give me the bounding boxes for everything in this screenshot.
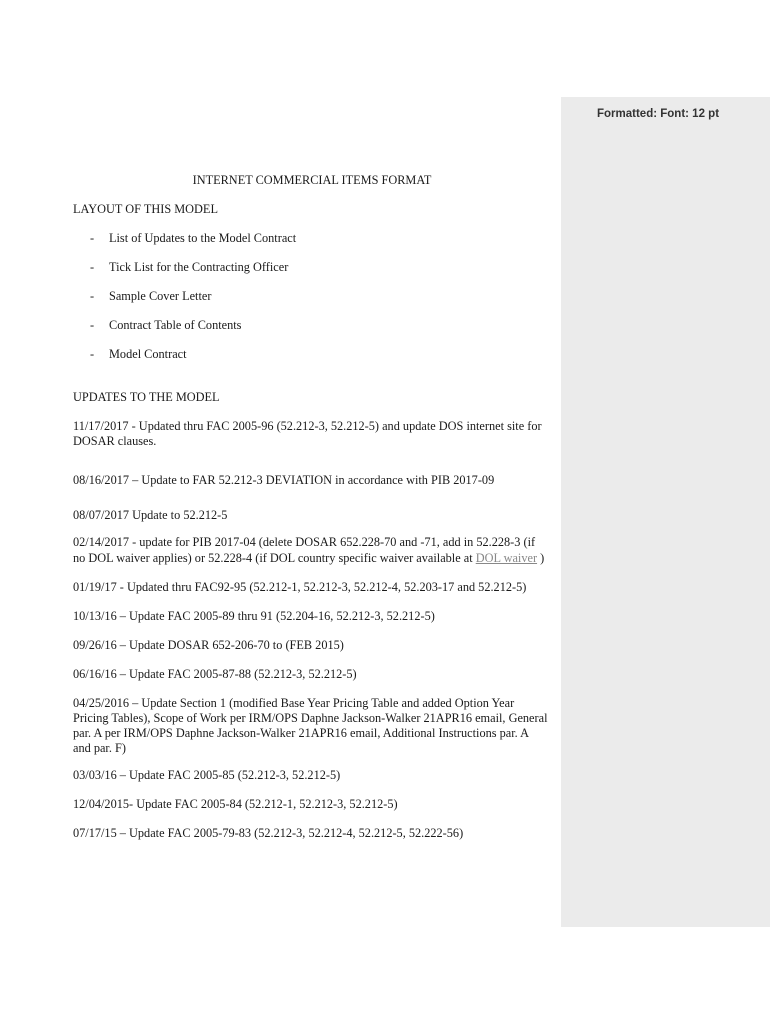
update-entry-line: 02/14/2017 - update for PIB 2017-04 (delete DOSAR 652.228-70 and -71, add in 52.228-3 (if	[73, 535, 536, 549]
layout-heading: LAYOUT OF THIS MODEL	[73, 202, 218, 216]
update-entry: 10/13/16 – Update FAC 2005-89 thru 91 (52.204-16, 52.212-3, 52.212-5)	[73, 609, 435, 623]
document-title: INTERNET COMMERCIAL ITEMS FORMAT	[192, 173, 432, 187]
bullet-dash: -	[90, 231, 95, 245]
update-entry: 12/04/2015- Update FAC 2005-84 (52.212-1, 52.212-3, 52.212-5)	[73, 797, 398, 811]
update-entry-line: DOSAR clauses.	[73, 434, 157, 448]
bullet-dash: -	[90, 289, 95, 303]
layout-item-text: List of Updates to the Model Contract	[109, 231, 297, 245]
update-entry: 09/26/16 – Update DOSAR 652-206-70 to (FEB 2015)	[73, 638, 344, 652]
bullet-dash: -	[90, 260, 95, 274]
update-entry: 01/19/17 - Updated thru FAC92-95 (52.212-1, 52.212-3, 52.212-4, 52.203-17 and 52.212-5)	[73, 580, 527, 594]
updates-heading: UPDATES TO THE MODEL	[73, 390, 220, 404]
layout-item-text: Sample Cover Letter	[109, 289, 212, 303]
layout-item-text: Tick List for the Contracting Officer	[109, 260, 289, 274]
update-entry: 06/16/16 – Update FAC 2005-87-88 (52.212-3, 52.212-5)	[73, 667, 357, 681]
update-entry-line: 11/17/2017 - Updated thru FAC 2005-96 (52.212-3, 52.212-5) and update DOS internet site for	[73, 419, 542, 433]
update-entry-line: par. A per IRM/OPS Daphne Jackson-Walker 21APR16 email, Additional Instructions par. A	[73, 726, 529, 740]
dol-waiver-link[interactable]: DOL waiver	[475, 551, 538, 565]
update-entry-line: 04/25/2016 – Update Section 1 (modified Base Year Pricing Table and added Option Year	[73, 696, 515, 710]
layout-item-text: Model Contract	[109, 347, 187, 361]
update-entry-line: and par. F)	[73, 741, 126, 755]
update-entry: 07/17/15 – Update FAC 2005-79-83 (52.212-3, 52.212-4, 52.212-5, 52.222-56)	[73, 826, 464, 840]
comment-pane-label: Formatted: Font: 12 pt	[597, 108, 720, 120]
bullet-dash: -	[90, 347, 95, 361]
comment-pane	[561, 97, 770, 927]
update-entry-line: Pricing Tables), Scope of Work per IRM/OPS Daphne Jackson-Walker 21APR16 email, General	[73, 711, 548, 725]
update-entry: 03/03/16 – Update FAC 2005-85 (52.212-3, 52.212-5)	[73, 768, 341, 782]
update-entry-text: no DOL waiver applies) or 52.228-4 (if DOL country specific waiver available at	[73, 551, 476, 565]
layout-item-text: Contract Table of Contents	[109, 318, 242, 332]
update-entry: 08/16/2017 – Update to FAR 52.212-3 DEVIATION in accordance with PIB 2017-09	[73, 473, 495, 487]
update-entry: 08/07/2017 Update to 52.212-5	[73, 508, 228, 522]
update-entry-line	[73, 551, 544, 566]
update-entry-text: )	[537, 551, 545, 565]
bullet-dash: -	[90, 318, 95, 332]
